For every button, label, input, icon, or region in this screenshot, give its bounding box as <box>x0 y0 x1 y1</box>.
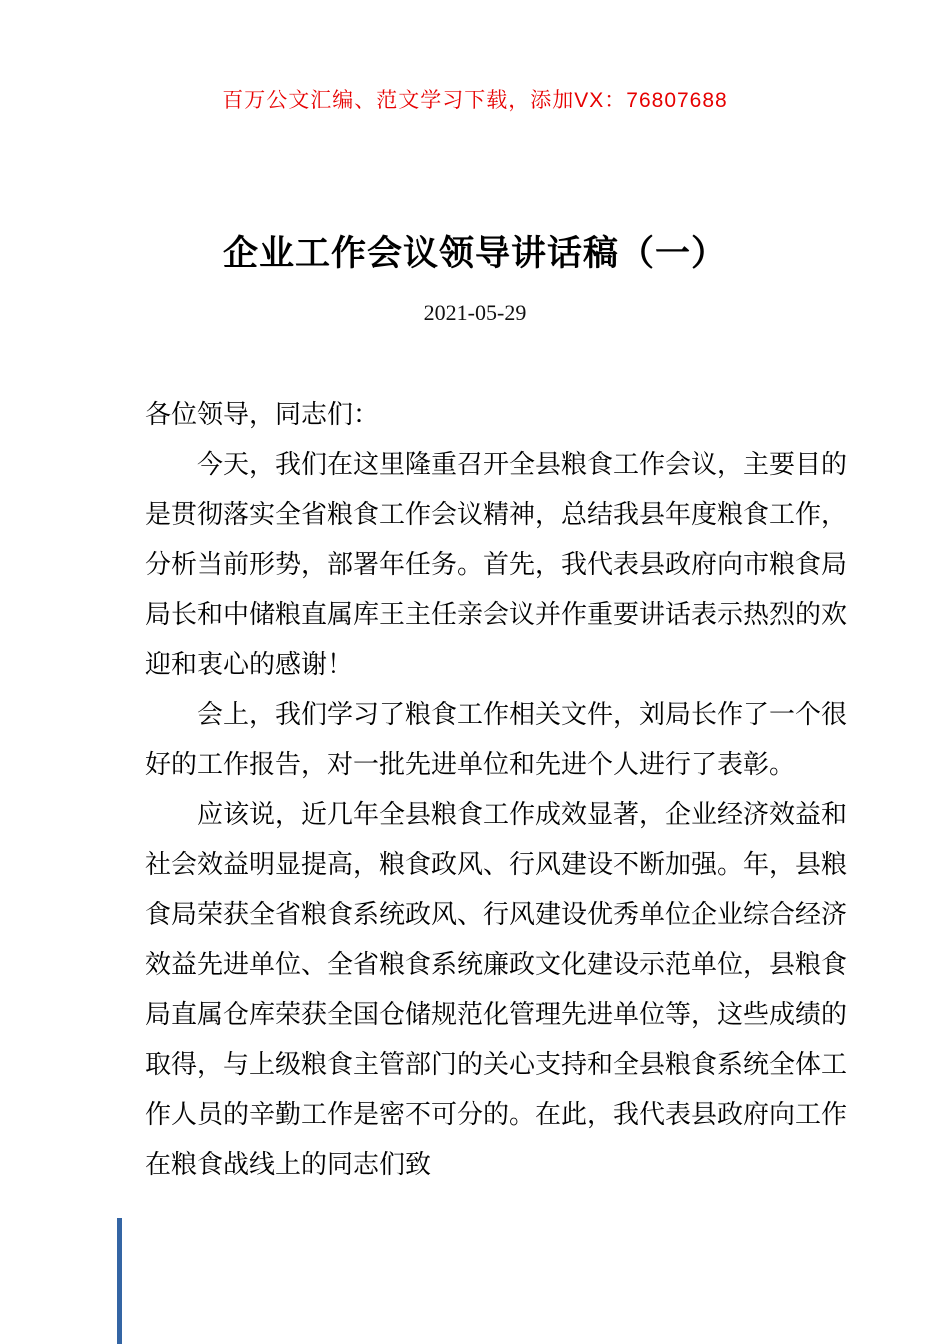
document-body <box>145 390 847 1190</box>
header-notice: 百万公文汇编、范文学习下载，添加VX：76807688 <box>222 89 728 112</box>
document-date: 2021-05-29 <box>423 300 527 325</box>
body-paragraph: 会上，我们学习了粮食工作相关文件，刘局长作了一个很好的工作报告，对一批先进单位和先进个人进行了表彰。 <box>145 700 848 779</box>
salutation-paragraph: 各位领导，同志们： <box>145 400 380 429</box>
page-edge-marker <box>117 1218 122 1344</box>
document-title: 企业工作会议领导讲话稿（一） <box>222 234 727 273</box>
body-paragraph: 今天，我们在这里隆重召开全县粮食工作会议，主要目的是贯彻落实全省粮食工作会议精神，总结我县年度粮食工作，分析当前形势，部署年任务。首先，我代表县政府向市粮食局局长和中储粮直属库王主任亲会议并作重要讲话表示热烈的欢迎和衷心的感谢！ <box>145 450 848 679</box>
body-paragraph: 应该说，近几年全县粮食工作成效显著，企业经济效益和社会效益明显提高，粮食政风、行风建设不断加强。年，县粮食局荣获全省粮食系统政风、行风建设优秀单位企业综合经济效益先进单位、全省粮食系统廉政文化建设示范单位，县粮食局直属仓库荣获全国仓储规范化管理先进单位等，这些成绩的取得，与上级粮食主管部门的关心支持和全县粮食系统全体工作人员的辛勤工作是密不可分的。在此，我代表县政府向工作在粮食战线上的同志们致 <box>145 800 848 1179</box>
